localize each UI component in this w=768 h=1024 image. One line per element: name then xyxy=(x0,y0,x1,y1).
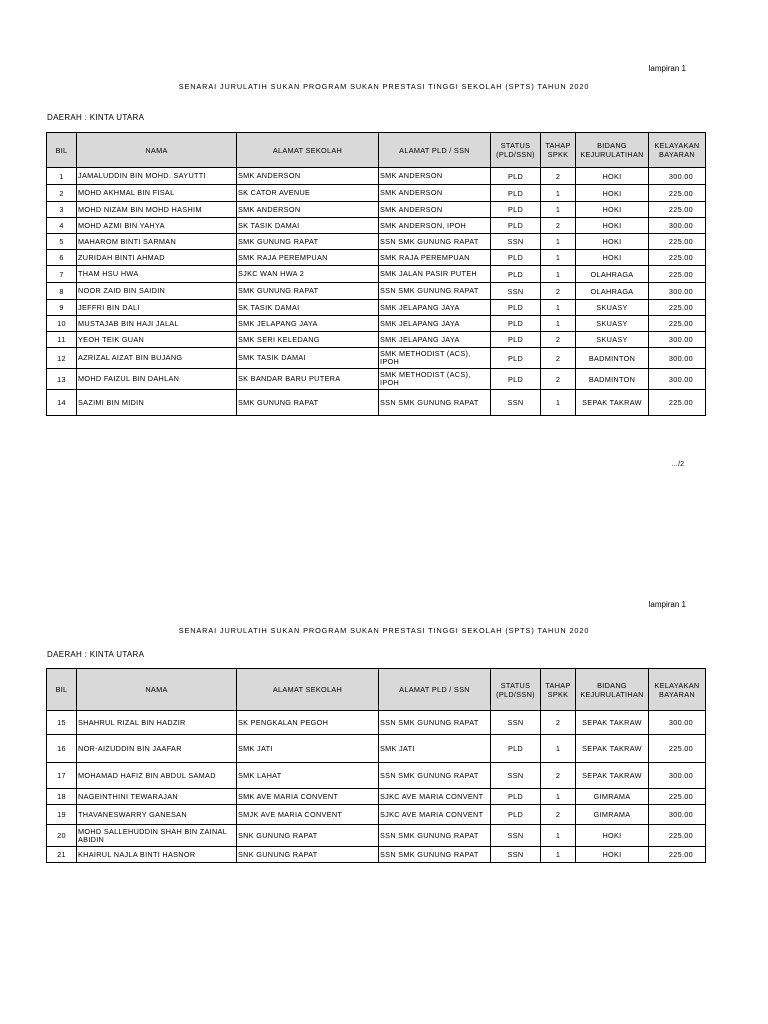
table-row xyxy=(47,283,706,300)
cell-bil: 17 xyxy=(47,763,77,789)
cell-alamat-pld-ssn: SMK JATI xyxy=(379,735,491,763)
table-row xyxy=(47,250,706,266)
cell-bidang: HOKI xyxy=(576,250,649,266)
cell-status: PLD xyxy=(491,218,541,234)
table-row xyxy=(47,711,706,735)
table-row xyxy=(47,735,706,763)
table-row xyxy=(47,202,706,218)
cell-nama: MOHD AKHMAL BIN FISAL xyxy=(77,185,237,202)
cell-bil: 3 xyxy=(47,202,77,218)
cell-alamat-pld-ssn: SMK RAJA PEREMPUAN xyxy=(379,250,491,266)
header-bidang: BIDANG KEJURULATIHAN xyxy=(576,133,649,168)
cell-bil: 18 xyxy=(47,789,77,805)
cell-tahap: 2 xyxy=(541,168,576,185)
header-status: STATUS (PLD/SSN) xyxy=(491,669,541,711)
cell-alamat-sekolah: SMK LAHAT xyxy=(237,763,379,789)
cell-alamat-sekolah: SMK JATI xyxy=(237,735,379,763)
cell-alamat-sekolah: SMK RAJA PEREMPUAN xyxy=(237,250,379,266)
cell-tahap: 1 xyxy=(541,847,576,863)
header-alamat-pld-ssn: ALAMAT PLD / SSN xyxy=(379,133,491,168)
coaches-table xyxy=(46,668,706,863)
cell-bidang: HOKI xyxy=(576,202,649,218)
cell-nama: JEFFRI BIN DALI xyxy=(77,300,237,316)
cell-nama: ZURIDAH BINTI AHMAD xyxy=(77,250,237,266)
cell-kelayakan: 300.00 xyxy=(649,332,706,348)
cell-bidang: HOKI xyxy=(576,825,649,847)
cell-status: PLD xyxy=(491,185,541,202)
cell-kelayakan: 300.00 xyxy=(649,168,706,185)
cell-tahap: 1 xyxy=(541,266,576,283)
cell-nama: MOHD FAIZUL BIN DAHLAN xyxy=(77,369,237,390)
cell-bidang: HOKI xyxy=(576,218,649,234)
cell-alamat-sekolah: SMJK AVE MARIA CONVENT xyxy=(237,805,379,825)
cell-kelayakan: 225.00 xyxy=(649,847,706,863)
cell-alamat-sekolah: SNK GUNUNG RAPAT xyxy=(237,825,379,847)
table-row xyxy=(47,168,706,185)
cell-alamat-sekolah: SMK ANDERSON xyxy=(237,168,379,185)
table-row xyxy=(47,348,706,369)
cell-status: PLD xyxy=(491,168,541,185)
cell-bil: 15 xyxy=(47,711,77,735)
cell-bil: 7 xyxy=(47,266,77,283)
cell-status: SSN xyxy=(491,234,541,250)
cell-bidang: BADMINTON xyxy=(576,348,649,369)
cell-alamat-sekolah: SMK GUNUNG RAPAT xyxy=(237,283,379,300)
cell-nama: AZRIZAL AIZAT BIN BUJANG xyxy=(77,348,237,369)
header-bil: BIL xyxy=(47,133,77,168)
cell-nama: SHAHRUL RIZAL BIN HADZIR xyxy=(77,711,237,735)
table-row xyxy=(47,300,706,316)
cell-tahap: 2 xyxy=(541,711,576,735)
cell-tahap: 1 xyxy=(541,300,576,316)
cell-status: SSN xyxy=(491,390,541,416)
cell-alamat-sekolah: SMK JELAPANG JAYA xyxy=(237,316,379,332)
cell-alamat-sekolah: SMK ANDERSON xyxy=(237,202,379,218)
cell-kelayakan: 300.00 xyxy=(649,348,706,369)
table-row xyxy=(47,266,706,283)
cell-bidang: HOKI xyxy=(576,847,649,863)
cell-nama: NOR-AIZUDDIN BIN JAAFAR xyxy=(77,735,237,763)
table-row xyxy=(47,234,706,250)
header-alamat-sekolah: ALAMAT SEKOLAH xyxy=(237,669,379,711)
cell-bil: 21 xyxy=(47,847,77,863)
table-header-row xyxy=(47,669,706,711)
cell-nama: MAHAROM BINTI SARMAN xyxy=(77,234,237,250)
cell-alamat-pld-ssn: SMK ANDERSON xyxy=(379,168,491,185)
cell-bidang: SKUASY xyxy=(576,316,649,332)
cell-tahap: 1 xyxy=(541,825,576,847)
cell-kelayakan: 225.00 xyxy=(649,390,706,416)
cell-nama: NOOR ZAID BIN SAIDIN xyxy=(77,283,237,300)
cell-kelayakan: 225.00 xyxy=(649,300,706,316)
appendix-label: lampiran 1 xyxy=(648,64,686,73)
table-row xyxy=(47,218,706,234)
cell-status: PLD xyxy=(491,805,541,825)
cell-tahap: 1 xyxy=(541,316,576,332)
table-row xyxy=(47,390,706,416)
cell-alamat-pld-ssn: SSN SMK GUNUNG RAPAT xyxy=(379,390,491,416)
cell-bidang: BADMINTON xyxy=(576,369,649,390)
cell-alamat-sekolah: SK TASIK DAMAI xyxy=(237,300,379,316)
cell-kelayakan: 300.00 xyxy=(649,805,706,825)
cell-bidang: HOKI xyxy=(576,185,649,202)
cell-bil: 14 xyxy=(47,390,77,416)
table-row xyxy=(47,805,706,825)
cell-alamat-pld-ssn: SJKC AVE MARIA CONVENT xyxy=(379,805,491,825)
cell-tahap: 1 xyxy=(541,185,576,202)
cell-bidang: SEPAK TAKRAW xyxy=(576,763,649,789)
header-status: STATUS (PLD/SSN) xyxy=(491,133,541,168)
header-bil: BIL xyxy=(47,669,77,711)
cell-status: SSN xyxy=(491,763,541,789)
cell-status: PLD xyxy=(491,789,541,805)
cell-tahap: 2 xyxy=(541,763,576,789)
cell-bil: 4 xyxy=(47,218,77,234)
cell-kelayakan: 225.00 xyxy=(649,789,706,805)
cell-alamat-pld-ssn: SMK ANDERSON xyxy=(379,185,491,202)
cell-status: PLD xyxy=(491,266,541,283)
cell-status: SSN xyxy=(491,847,541,863)
header-tahap: TAHAP SPKK xyxy=(541,669,576,711)
cell-bidang: SKUASY xyxy=(576,332,649,348)
cell-alamat-pld-ssn: SMK JELAPANG JAYA xyxy=(379,316,491,332)
cell-kelayakan: 225.00 xyxy=(649,825,706,847)
cell-alamat-pld-ssn: SSN SMK GUNUNG RAPAT xyxy=(379,234,491,250)
cell-alamat-sekolah: SMK TASIK DAMAI xyxy=(237,348,379,369)
table-row xyxy=(47,369,706,390)
table-row xyxy=(47,825,706,847)
cell-bil: 9 xyxy=(47,300,77,316)
cell-tahap: 2 xyxy=(541,332,576,348)
cell-alamat-sekolah: SMK GUNUNG RAPAT xyxy=(237,234,379,250)
cell-bidang: SEPAK TAKRAW xyxy=(576,711,649,735)
cell-kelayakan: 300.00 xyxy=(649,218,706,234)
cell-bidang: HOKI xyxy=(576,234,649,250)
cell-alamat-pld-ssn: SMK METHODIST (ACS), IPOH xyxy=(379,348,491,369)
table-row xyxy=(47,332,706,348)
cell-tahap: 1 xyxy=(541,789,576,805)
cell-status: PLD xyxy=(491,202,541,218)
cell-nama: MOHD NIZAM BIN MOHD HASHIM xyxy=(77,202,237,218)
cell-alamat-sekolah: SJKC WAN HWA 2 xyxy=(237,266,379,283)
cell-alamat-sekolah: SNK GUNUNG RAPAT xyxy=(237,847,379,863)
header-nama: NAMA xyxy=(77,133,237,168)
cell-kelayakan: 225.00 xyxy=(649,735,706,763)
table-header-row xyxy=(47,133,706,168)
header-bidang: BIDANG KEJURULATIHAN xyxy=(576,669,649,711)
cell-kelayakan: 225.00 xyxy=(649,234,706,250)
cell-status: PLD xyxy=(491,332,541,348)
cell-alamat-sekolah: SK BANDAR BARU PUTERA xyxy=(237,369,379,390)
header-nama: NAMA xyxy=(77,669,237,711)
table-row xyxy=(47,316,706,332)
cell-nama: YEOH TEIK GUAN xyxy=(77,332,237,348)
cell-alamat-pld-ssn: SMK JELAPANG JAYA xyxy=(379,300,491,316)
cell-tahap: 1 xyxy=(541,202,576,218)
district-label: DAERAH : KINTA UTARA xyxy=(47,650,145,659)
cell-bidang: SEPAK TAKRAW xyxy=(576,390,649,416)
cell-alamat-pld-ssn: SMK ANDERSON, IPOH xyxy=(379,218,491,234)
cell-kelayakan: 225.00 xyxy=(649,202,706,218)
cell-status: PLD xyxy=(491,300,541,316)
table-row xyxy=(47,185,706,202)
cell-alamat-pld-ssn: SSN SMK GUNUNG RAPAT xyxy=(379,283,491,300)
cell-nama: THAM HSU HWA xyxy=(77,266,237,283)
cell-alamat-sekolah: SMK GUNUNG RAPAT xyxy=(237,390,379,416)
cell-status: SSN xyxy=(491,711,541,735)
cell-bil: 16 xyxy=(47,735,77,763)
continued-marker: …/2 xyxy=(671,461,684,468)
cell-kelayakan: 225.00 xyxy=(649,185,706,202)
cell-kelayakan: 300.00 xyxy=(649,763,706,789)
cell-bidang: GIMRAMA xyxy=(576,805,649,825)
cell-bidang: GIMRAMA xyxy=(576,789,649,805)
cell-kelayakan: 300.00 xyxy=(649,283,706,300)
cell-bil: 2 xyxy=(47,185,77,202)
cell-alamat-sekolah: SK TASIK DAMAI xyxy=(237,218,379,234)
cell-alamat-pld-ssn: SMK ANDERSON xyxy=(379,202,491,218)
cell-bil: 6 xyxy=(47,250,77,266)
cell-bil: 5 xyxy=(47,234,77,250)
coaches-table xyxy=(46,132,706,416)
cell-status: SSN xyxy=(491,283,541,300)
cell-alamat-sekolah: SK CATOR AVENUE xyxy=(237,185,379,202)
cell-tahap: 2 xyxy=(541,218,576,234)
cell-alamat-pld-ssn: SMK JELAPANG JAYA xyxy=(379,332,491,348)
cell-alamat-sekolah: SMK SERI KELEDANG xyxy=(237,332,379,348)
cell-status: PLD xyxy=(491,348,541,369)
cell-bidang: SKUASY xyxy=(576,300,649,316)
cell-tahap: 1 xyxy=(541,390,576,416)
cell-alamat-sekolah: SK PENGKALAN PEGOH xyxy=(237,711,379,735)
document-title: SENARAI JURULATIH SUKAN PROGRAM SUKAN PRESTASI TINGGI SEKOLAH (SPTS) TAHUN 2020 xyxy=(178,626,590,635)
table-row xyxy=(47,789,706,805)
cell-bidang: SEPAK TAKRAW xyxy=(576,735,649,763)
cell-tahap: 1 xyxy=(541,250,576,266)
cell-status: PLD xyxy=(491,316,541,332)
cell-tahap: 2 xyxy=(541,348,576,369)
cell-alamat-pld-ssn: SSN SMK GUNUNG RAPAT xyxy=(379,825,491,847)
cell-bil: 20 xyxy=(47,825,77,847)
cell-kelayakan: 225.00 xyxy=(649,316,706,332)
cell-tahap: 1 xyxy=(541,735,576,763)
cell-bil: 13 xyxy=(47,369,77,390)
cell-bidang: OLAHRAGA xyxy=(576,283,649,300)
cell-status: PLD xyxy=(491,735,541,763)
cell-kelayakan: 300.00 xyxy=(649,711,706,735)
cell-bil: 11 xyxy=(47,332,77,348)
cell-alamat-pld-ssn: SJKC AVE MARIA CONVENT xyxy=(379,789,491,805)
cell-nama: NAGEINTHINI TEWARAJAN xyxy=(77,789,237,805)
header-alamat-pld-ssn: ALAMAT PLD / SSN xyxy=(379,669,491,711)
document-title: SENARAI JURULATIH SUKAN PROGRAM SUKAN PRESTASI TINGGI SEKOLAH (SPTS) TAHUN 2020 xyxy=(178,82,590,91)
table-row xyxy=(47,847,706,863)
cell-status: PLD xyxy=(491,369,541,390)
header-kelayakan: KELAYAKAN BAYARAN xyxy=(649,669,706,711)
cell-tahap: 2 xyxy=(541,369,576,390)
cell-alamat-pld-ssn: SSN SMK GUNUNG RAPAT xyxy=(379,847,491,863)
cell-nama: THAVANESWARRY GANESAN xyxy=(77,805,237,825)
cell-tahap: 2 xyxy=(541,805,576,825)
header-kelayakan: KELAYAKAN BAYARAN xyxy=(649,133,706,168)
cell-bidang: HOKI xyxy=(576,168,649,185)
cell-status: SSN xyxy=(491,825,541,847)
header-alamat-sekolah: ALAMAT SEKOLAH xyxy=(237,133,379,168)
cell-nama: KHAIRUL NAJLA BINTI HASNOR xyxy=(77,847,237,863)
cell-bil: 8 xyxy=(47,283,77,300)
cell-bil: 10 xyxy=(47,316,77,332)
cell-bil: 19 xyxy=(47,805,77,825)
cell-alamat-sekolah: SMK AVE MARIA CONVENT xyxy=(237,789,379,805)
cell-status: PLD xyxy=(491,250,541,266)
cell-nama: MOHD AZMI BIN YAHYA xyxy=(77,218,237,234)
cell-tahap: 1 xyxy=(541,234,576,250)
cell-bidang: OLAHRAGA xyxy=(576,266,649,283)
cell-alamat-pld-ssn: SMK METHODIST (ACS), IPOH xyxy=(379,369,491,390)
cell-alamat-pld-ssn: SMK JALAN PASIR PUTEH xyxy=(379,266,491,283)
cell-tahap: 2 xyxy=(541,283,576,300)
cell-kelayakan: 225.00 xyxy=(649,250,706,266)
cell-kelayakan: 300.00 xyxy=(649,369,706,390)
cell-kelayakan: 225.00 xyxy=(649,266,706,283)
cell-nama: JAMALUDDIN BIN MOHD. SAYUTTI xyxy=(77,168,237,185)
cell-alamat-pld-ssn: SSN SMK GUNUNG RAPAT xyxy=(379,763,491,789)
cell-bil: 12 xyxy=(47,348,77,369)
appendix-label: lampiran 1 xyxy=(648,600,686,609)
header-tahap: TAHAP SPKK xyxy=(541,133,576,168)
cell-nama: SAZIMI BIN MIDIN xyxy=(77,390,237,416)
cell-nama: MOHAMAD HAFIZ BIN ABDUL SAMAD xyxy=(77,763,237,789)
table-row xyxy=(47,763,706,789)
district-label: DAERAH : KINTA UTARA xyxy=(47,113,145,122)
cell-nama: MUSTAJAB BIN HAJI JALAL xyxy=(77,316,237,332)
cell-bil: 1 xyxy=(47,168,77,185)
cell-nama: MOHD SALLEHUDDIN SHAH BIN ZAINAL ABIDIN xyxy=(77,825,237,847)
cell-alamat-pld-ssn: SSN SMK GUNUNG RAPAT xyxy=(379,711,491,735)
